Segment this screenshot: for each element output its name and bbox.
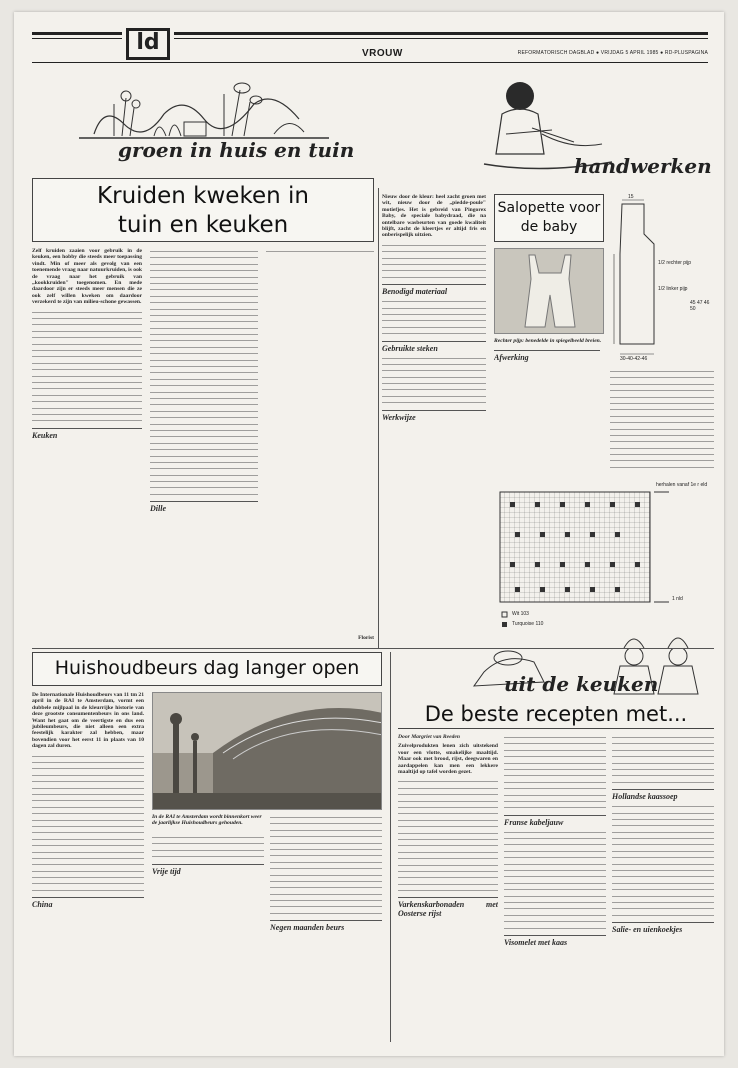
recipes-column-1 — [398, 734, 498, 1042]
knitting-column-1 — [382, 194, 486, 654]
text-line — [382, 399, 486, 405]
kitchen-illustration — [464, 632, 714, 696]
text-line — [270, 910, 382, 916]
chart-label-top: herhalen vanaf 1e r eld — [656, 482, 708, 488]
legend-green: Turquoise 110 — [512, 621, 544, 627]
recipes-subhead-kabeljauw: Franse kabeljauw — [504, 815, 606, 827]
salopette-photo — [494, 248, 604, 334]
knitting-subhead-werkwijze: Werkwijze — [382, 410, 486, 422]
recipes-subhead-uienkoek: Salie- en uienkoekjes — [612, 922, 714, 934]
fair-column-2 — [152, 834, 264, 1042]
kitchen-banner: uit de keuken — [504, 672, 659, 696]
fair-headline — [32, 652, 382, 686]
legend-white: Wit 103 — [512, 611, 529, 617]
chart-label-side: 1 nld — [672, 596, 683, 602]
garden-column-2 — [150, 248, 258, 644]
knitting-headline — [494, 194, 604, 242]
knitting-subhead-benodigd: Benodigd materiaal — [382, 284, 486, 296]
masthead — [32, 26, 708, 66]
text-line — [152, 853, 264, 859]
rai-photo-caption: In de RAI te Amsterdam wordt binnenkort weer de jaarlijkse Huishoudbeurs gehouden. — [152, 814, 262, 827]
fair-headline-text: Huishoudbeurs dag langer open — [54, 657, 360, 679]
knitting-column-2 — [494, 346, 600, 464]
text-line — [612, 912, 714, 918]
garden-headline-text: Kruiden kweken in tuin en keuken — [97, 183, 309, 238]
pattern-label-top: 15 — [628, 194, 634, 200]
text-line — [612, 779, 714, 785]
text-line — [610, 464, 714, 470]
fair-subhead-china: China — [32, 897, 144, 909]
fair-lead: De Internationale Huishoudbeurs van 11 tm 21 april in de RAI te Amsterdam, vormt een dubbele mijlpaal in de kleurrijke historie van deze grootste consumentenbeurs in ons land. Want het gaat om de veertigste en dus een jubileumbeurs, die niet alleen een extra feestelijk karakter zal hebben, maar bovendien voor het eerst 11 in plaats van 10 dagen zal duren. — [32, 692, 144, 750]
recipes-subhead-varkens: Varkenskarbonaden met Oosterse rijst — [398, 897, 498, 918]
pattern-label-left-leg: 1/2 linker pijp — [658, 286, 688, 292]
garden-subhead-keuken: Keuken — [32, 428, 142, 440]
paper-dateline: REFORMATORISCH DAGBLAD ● VRIJDAG 5 APRIL 1985 ● RD-PLUSPAGINA — [517, 50, 708, 56]
garden-headline — [32, 178, 374, 242]
salopette-photo-caption: Rechter pijp: benedelde in spiegelbeeld breien. — [494, 338, 602, 344]
text-line — [382, 274, 486, 280]
fair-column-3 — [270, 814, 382, 1042]
text-line — [150, 491, 258, 497]
knitting-headline-text: Salopette voor de baby — [497, 200, 601, 235]
garden-column-1 — [32, 248, 142, 644]
pattern-label-right-leg: 1/2 rechter pijp — [658, 260, 692, 266]
garden-banner: groen in huis en tuin — [118, 138, 355, 162]
salopette-garment-icon — [495, 249, 604, 334]
text-line — [504, 925, 606, 931]
rai-photo — [152, 692, 382, 810]
pattern-schematic-icon — [610, 194, 714, 364]
section-logo: ld — [126, 28, 170, 60]
recipes-column-2 — [504, 734, 606, 1042]
garden-subhead-dille: Dille — [150, 501, 258, 513]
text-line — [504, 804, 606, 810]
text-line — [382, 330, 486, 336]
salopette-pattern-diagram — [610, 194, 714, 364]
recipes-author: Door Margriet van Reeden — [398, 734, 460, 740]
newspaper-page — [14, 12, 724, 1056]
pattern-label-bottom: 30-40-42-46 — [620, 356, 648, 362]
text-line — [32, 887, 144, 893]
fair-subhead-negen: Negen maanden beurs — [270, 920, 382, 932]
garden-lead: Zelf kruiden zaaien voor gebruik in de keuken, een hobby die steeds meer toepassing vindt. Min of meer als gevolg van een toenemende vraag naar natuurkruiden, is ook de vraag naar het gebruik van „kookkruiden" toegenomen. En mede daardoor zijn er steeds meer mensen die ze ook zelf willen kweken om daardoor verzekerd te zijn van milieu-schone gewassen. — [32, 248, 142, 306]
fair-subhead-vrijetijd: Vrije tijd — [152, 864, 264, 876]
recipes-subhead-visomelet: Visomelet met kaas — [504, 935, 606, 947]
pattern-label-side: 45 47 46 50 — [690, 300, 710, 312]
garden-column-3 — [266, 248, 374, 644]
recipes-column-3 — [612, 734, 714, 1042]
knitting-subhead-steken: Gebruikte steken — [382, 341, 486, 353]
garden-illustration — [74, 74, 355, 166]
knitting-lead: Nieuw door de kleur: heel zacht groen met wit, nieuw door de „piedde-poule" motiefjes. Het is gebreid van Pingorex Baby, de speciale babydraad, die na ontelbare wasbeurten van goede kwaliteit blijft, zacht de kleertjes er altijd fris en onberispelijk uitzien. — [382, 194, 486, 239]
recipes-headline: De beste recepten met... — [398, 700, 714, 729]
text-line — [398, 887, 498, 893]
recipes-lead: Zuivelprodukten lenen zich uitstekend voor een vlotte, smakelijke maaltijd. Maar ook met brood, rijst, deegwaren en aardappelen kan men een lekkere maaltijd op tafel worden gezet. — [398, 743, 498, 776]
section-title: VROUW — [362, 48, 403, 59]
knitting-banner: handwerken — [574, 154, 712, 178]
knitting-grid-icon — [494, 482, 714, 632]
knitting-chart — [494, 482, 714, 632]
text-line — [32, 417, 142, 423]
fair-column-1 — [32, 692, 144, 1042]
recipes-subhead-kaassoep: Hollandse kaassoep — [612, 789, 714, 801]
text-line — [266, 248, 374, 254]
knitting-subhead-afwerking: Afwerking — [494, 350, 600, 362]
knitting-column-3 — [610, 368, 714, 478]
garden-byline: Florist — [358, 634, 374, 641]
rai-building-icon — [153, 693, 382, 810]
knitting-illustration — [482, 74, 712, 186]
